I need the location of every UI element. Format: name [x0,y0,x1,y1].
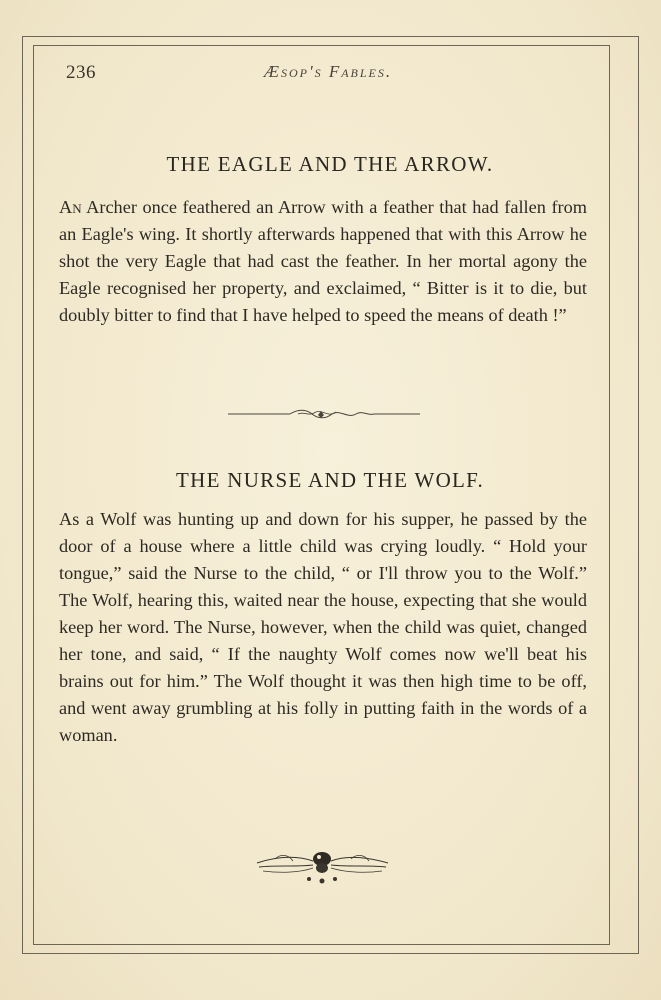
page-number: 236 [66,62,96,83]
fable-title-nurse-wolf: THE NURSE AND THE WOLF. [175,468,485,492]
fable-body-nurse-wolf [59,506,587,749]
running-title: Æsop's Fables. [263,62,393,81]
scroll-rule-ornament [228,406,420,422]
paragraph-text: As a Wolf was hunting up and down for his supper, he passed by the door of a house where a little child was crying loudly. “ Hold your tongue,” said the Nurse to the child, “ or I'll throw you to the Wolf.” The Wolf, hearing this, waited near the house, expecting that she would keep her word. The Nurse, however, when the child was quiet, changed her tone, and said, “ If the naughty Wolf comes now we'll beat his brains out for him.” The Wolf thought it was then high time to be off, and went away grumbling at his folly in putting faith in the words of a woman. [59,509,587,745]
page-header [48,60,608,90]
fable-title-eagle-arrow: THE EAGLE AND THE ARROW. [166,152,494,176]
fable-paragraph [59,194,587,329]
floral-tailpiece-ornament [255,843,390,889]
lead-word: An [59,197,82,217]
paragraph-text: Archer once feathered an Arrow with a feather that had fallen from an Eagle's wing. It shortly afterwards happened that with this Arrow he shot the very Eagle that had cast the feather. In her mortal agony the Eagle recognised her property, and exclaimed, “ Bitter is it to die, but doubly bitter to find that I have helped to speed the means of death !” [59,197,587,325]
fable-body-eagle-arrow [59,194,587,329]
page-border-inner [33,45,610,945]
